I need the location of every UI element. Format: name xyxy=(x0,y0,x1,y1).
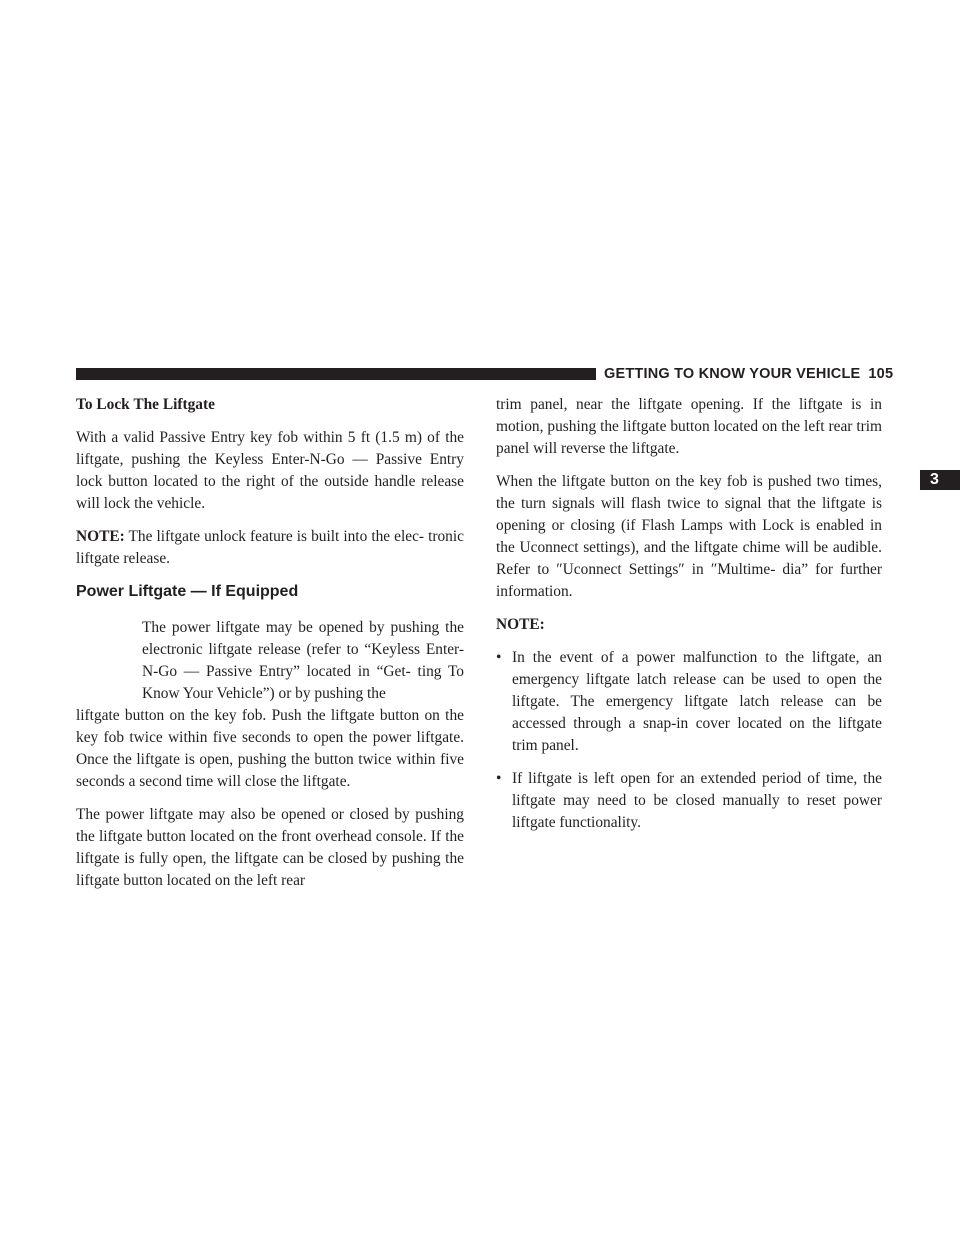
power-liftgate-paragraph-continued: liftgate button on the key fob. Push the liftgate button on the key fob twice within five seconds to open the power liftgate. Once the liftgate is open, pushing the button twice within five seconds a second time will close the liftgate. xyxy=(76,707,464,790)
header-rule xyxy=(76,368,596,380)
bullet-marker: • xyxy=(496,770,502,787)
note-text: The liftgate unlock feature is built into the elec- tronic liftgate release. xyxy=(76,528,464,567)
list-item xyxy=(496,768,882,834)
bullet-text: If liftgate is left open for an extended period of time, the liftgate may need to be closed manually to reset power liftgate functionality. xyxy=(512,770,882,831)
lock-liftgate-paragraph: With a valid Passive Entry key fob within 5 ft (1.5 m) of the liftgate, pushing the Keyless Enter-N-Go — Passive Entry lock button located to the right of the outside handle release will lock the vehicle. xyxy=(76,429,464,512)
page-number: 105 xyxy=(868,366,894,382)
header-title: GETTING TO KNOW YOUR VEHICLE xyxy=(604,366,861,382)
bullet-marker: • xyxy=(496,649,502,666)
power-liftgate-heading: Power Liftgate — If Equipped xyxy=(76,583,299,600)
right-column xyxy=(496,394,882,845)
note-heading: NOTE: xyxy=(496,616,545,633)
lock-liftgate-subheading: To Lock The Liftgate xyxy=(76,396,215,413)
left-column xyxy=(76,394,464,903)
overhead-console-paragraph: The power liftgate may also be opened or closed by pushing the liftgate button located on the front overhead console. If the liftgate is fully open, the liftgate can be closed by pushing the liftgate button located on the left rear xyxy=(76,806,464,889)
note-bullet-list xyxy=(496,647,882,834)
power-liftgate-paragraph-indented: The power liftgate may be opened by pushing the electronic liftgate release (refer to “Keyless Enter-N-Go — Passive Entry” located in “Get- ting To Know Your Vehicle”) or by pushing the xyxy=(142,619,464,702)
bullet-text: In the event of a power malfunction to the liftgate, an emergency liftgate latch release can be used to open the liftgate. The emergency liftgate latch release can be accessed through a snap-in cover located on the liftgate trim panel. xyxy=(512,649,882,754)
unlock-note xyxy=(76,526,464,570)
key-fob-paragraph: When the liftgate button on the key fob is pushed two times, the turn signals will flash twice to signal that the liftgate is opening or closing (if Flash Lamps with Lock is enabled in the Uconnect settings), and the liftgate chime will be audible. Refer to ″Uconnect Settings″ in ″Multime- dia” for further information. xyxy=(496,473,882,600)
chapter-tab: 3 xyxy=(920,470,960,490)
note-label: NOTE: xyxy=(76,528,125,545)
trim-panel-paragraph: trim panel, near the liftgate opening. If the liftgate is in motion, pushing the liftgate button located on the left rear trim panel will reverse the liftgate. xyxy=(496,396,882,457)
running-header xyxy=(604,366,893,382)
list-item xyxy=(496,647,882,757)
